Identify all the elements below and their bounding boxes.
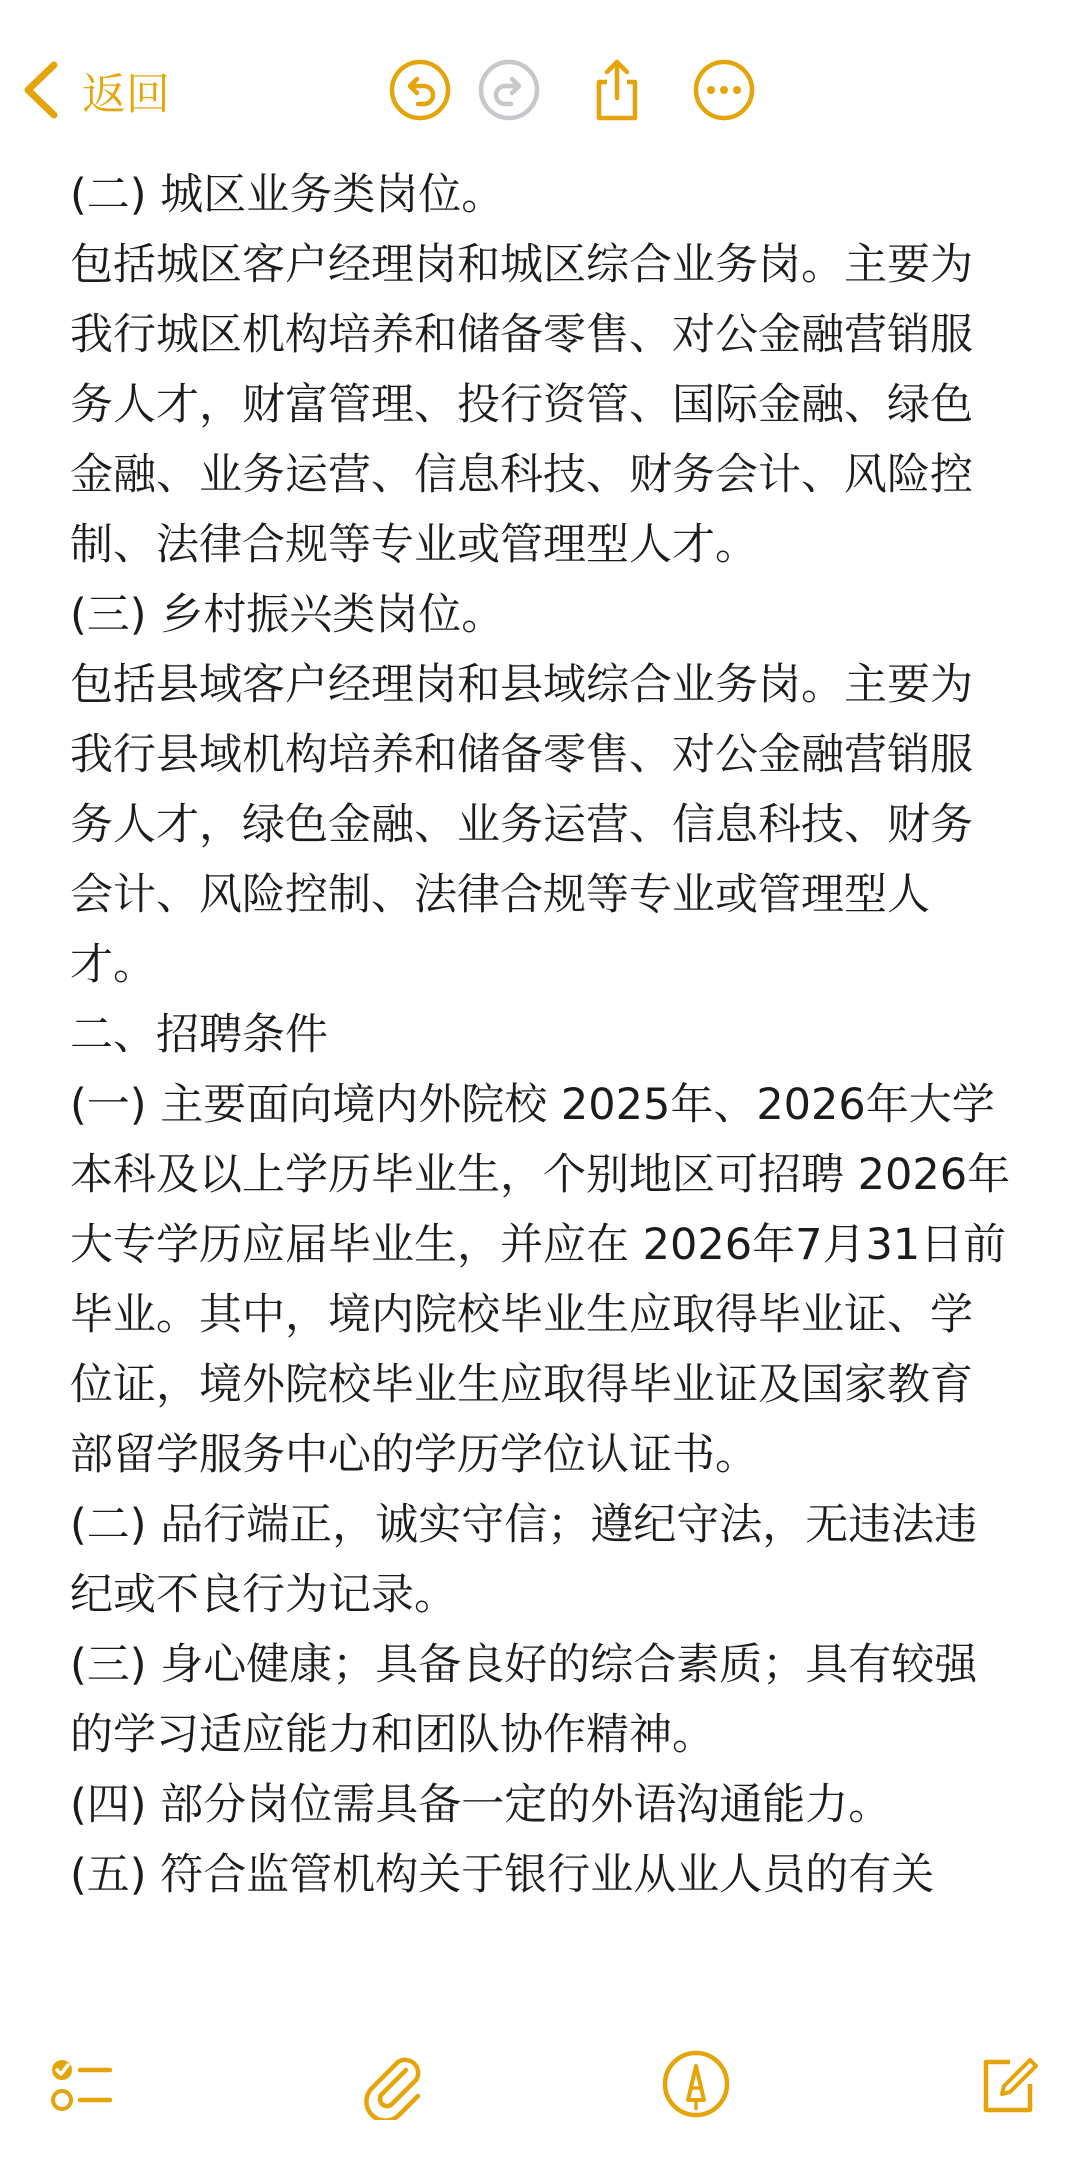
note-paragraph: (二) 品行端正，诚实守信；遵纪守法，无违法违纪或不良行为记录。: [70, 1500, 978, 1620]
note-paragraph: (四) 部分岗位需具备一定的外语沟通能力。: [70, 1780, 892, 1830]
back-button[interactable]: [22, 58, 170, 122]
note-paragraph: 包括城区客户经理岗和城区综合业务岗。主要为我行城区机构培养和储备零售、对公金融营销服务人才，财富管理、投行资管、国际金融、绿色金融、业务运营、信息科技、财务会计、风险控制、法律合规等专业或管理型人才。: [70, 240, 973, 570]
top-toolbar: [0, 0, 1080, 160]
attachment-icon: [358, 2048, 430, 2120]
more-icon: [692, 58, 756, 122]
redo-icon: [477, 58, 541, 122]
note-body[interactable]: [70, 160, 1015, 2002]
markup-button[interactable]: [660, 2048, 732, 2120]
share-button[interactable]: [585, 58, 649, 122]
more-button[interactable]: [692, 58, 756, 122]
note-paragraph: 包括县域客户经理岗和县域综合业务岗。主要为我行县域机构培养和储备零售、对公金融营销服务人才，绿色金融、业务运营、信息科技、财务会计、风险控制、法律合规等专业或管理型人才。: [70, 660, 973, 990]
bottom-toolbar: [0, 2002, 1080, 2171]
note-paragraph: 二、招聘条件: [70, 1010, 328, 1060]
checklist-icon: [46, 2048, 118, 2120]
redo-button[interactable]: [477, 58, 541, 122]
compose-button[interactable]: [972, 2048, 1044, 2120]
undo-button[interactable]: [388, 58, 452, 122]
note-paragraph: (二) 城区业务类岗位。: [70, 170, 505, 220]
note-paragraph: (五) 符合监管机构关于银行业从业人员的有关: [70, 1850, 935, 1900]
back-label: 返回: [82, 69, 170, 120]
share-icon: [585, 58, 649, 122]
chevron-left-icon: [22, 61, 60, 119]
note-paragraph: (三) 乡村振兴类岗位。: [70, 590, 505, 640]
checklist-button[interactable]: [46, 2048, 118, 2120]
note-paragraph: (一) 主要面向境内外院校 2025年、2026年大学本科及以上学历毕业生，个别地区可招聘 2026年大专学历应届毕业生，并应在 2026年7月31日前毕业。其中，境内院校毕业生应取得毕业证、学位证，境外院校毕业生应取得毕业证及国家教育部留学服务中心的学历学位认证书。: [70, 1080, 1011, 1480]
markup-pen-icon: [660, 2048, 732, 2120]
undo-icon: [388, 58, 452, 122]
note-paragraph: (三) 身心健康；具备良好的综合素质；具有较强的学习适应能力和团队协作精神。: [70, 1640, 978, 1760]
attachment-button[interactable]: [358, 2048, 430, 2120]
compose-icon: [972, 2048, 1044, 2120]
